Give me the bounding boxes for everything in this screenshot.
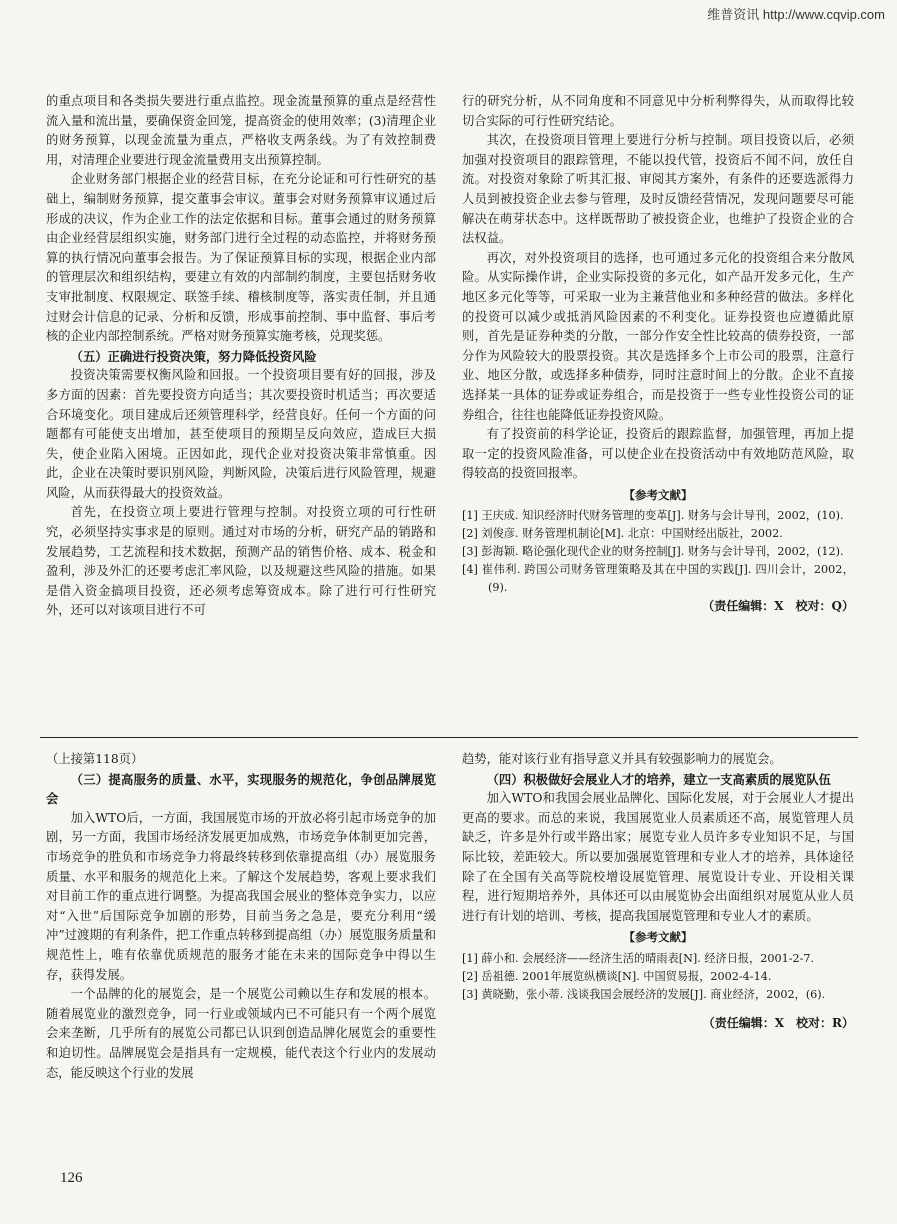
editor-note: （责任编辑：X 校对：R）	[702, 1015, 854, 1030]
paragraph: 行的研究分析，从不同角度和不同意见中分析利弊得失，从而取得比较切合实际的可行性研究结论。	[462, 94, 854, 128]
column-bottom-right	[462, 750, 854, 1034]
paragraph: 加入WTO后，一方面，我国展览市场的开放必将引起市场竞争的加剧，另一方面，我国市场经济发展更加成熟，市场竞争体制更加完善，市场竞争的胜负和市场竞争力将最终转移到依靠提高组（办）展览服务质量、水平和服务的规范化上来。了解这个发展趋势，客观上要求我们对目前工作的重点进行调整。为提高我国会展业的整体竞争实力，以应对“入世”后国际竞争加剧的形势，目前当务之急是，要充分利用“缓冲”过渡期的有利条件，把工作重点转移到提高组（办）展览服务质量和规范性上，唯有依靠优质规范的服务才能在未来的国际竞争中得以生存，获得发展。	[46, 810, 436, 982]
section-heading: （四）积极做好会展业人才的培养，建立一支高素质的展览队伍	[486, 771, 831, 787]
page-number: 126	[60, 1170, 83, 1186]
references-list	[462, 507, 854, 597]
reference-item: [3] 彭海颖. 略论强化现代企业的财务控制[J]. 财务与会计导刊，2002，(12).	[462, 545, 844, 559]
section-divider	[40, 737, 858, 738]
reference-item: [4] 崔伟利. 跨国公司财务管理策略及其在中国的实践[J]. 四川会计，2002，(9).	[462, 563, 854, 595]
reference-item: [1] 王庆成. 知识经济时代财务管理的变革[J]. 财务与会计导刊，2002，(10).	[462, 509, 844, 523]
paragraph: 加入WTO和我国会展业品牌化、国际化发展，对于会展业人才提出更高的要求。而总的来说，我国展览业人员素质还不高，展览管理人员缺乏，许多是外行或半路出家；展览专业人员许多专业知识不足，与国际比较，差距较大。所以要加强展览管理和专业人才的培养，具体途径除了在全国有关高等院校增设展览管理、展览设计专业、开设相关课程，进行短期培养外，具体还可以由展览协会出面组织对展览从业人员进行有计划的培训、考核，提高我国展览管理和专业人才的素质。	[462, 791, 854, 923]
column-top-left	[46, 92, 436, 621]
column-top-right	[462, 92, 854, 617]
watermark: 维普资讯 http://www.cqvip.com	[707, 7, 885, 22]
column-bottom-left	[46, 750, 436, 1083]
references-list	[462, 950, 854, 1004]
reference-item: [3] 黄晓勤，张小蒂. 浅谈我国会展经济的发展[J]. 商业经济，2002，(6).	[462, 987, 826, 1001]
paragraph: 其次，在投资项目管理上要进行分析与控制。项目投资以后，必须加强对投资项目的跟踪管理，不能以投代管，投资后不闻不问，放任自流。对投资对象除了听其汇报、审阅其方案外，有条件的还要选派得力人员到被投资企业去参与管理，及时反馈经营情况，发现问题要尽可能解决在萌芽状态中。这样既帮助了被投资企业，也维护了投资企业的合法权益。	[462, 133, 854, 246]
section-heading: （五）正确进行投资决策，努力降低投资风险	[70, 348, 317, 364]
paragraph: （上接第118页）	[46, 752, 144, 766]
reference-item: [1] 薛小和. 会展经济——经济生活的晴雨表[N]. 经济日报，2001-2-7.	[462, 951, 815, 965]
paragraph: 有了投资前的科学论证，投资后的跟踪监督，加强管理，再加上提取一定的投资风险准备，可以使企业在投资活动中有效地防范风险，取得较高的投资回报率。	[462, 427, 854, 481]
paragraph: 一个品牌的化的展览会，是一个展览公司赖以生存和发展的根本。随着展览业的激烈竞争，同一行业或领域内已不可能只有一个两个展览会来垄断，几乎所有的展览公司都已认识到创造品牌化展览会的重要性和迫切性。品牌展览会是指具有一定规模，能代表这个行业内的发展动态，能反映这个行业的发展	[46, 987, 436, 1080]
reference-item: [2] 岳祖德. 2001年展览纵横谈[N]. 中国贸易报，2002-4-14.	[462, 969, 772, 983]
paragraph: 再次，对外投资项目的选择，也可通过多元化的投资组合来分散风险。从实际操作讲，企业实际投资的多元化，如产品开发多元化，生产地区多元化等等，可采取一业为主兼营他业和多种经营的做法。多样化的投资可以减少或抵消风险因素的不利变化。证券投资也应遵循此原则，首先是证券种类的分散，一部分作安全性比较高的债券投资，一部分作为风险较大的股票投资。其次是选择多个上市公司的股票，注意行业、地区分散，或选择多种债券，同时注意时间上的分散。企业不直接选择某一具体的证券或证券组合，而是投资于一些专业性投资公司的证券组合，往往也能降低证券投资风险。	[462, 250, 854, 422]
references-label: 【参考文献】	[623, 930, 693, 945]
reference-item: [2] 刘俊彦. 财务管理机制论[M]. 北京：中国财经出版社，2002.	[462, 527, 783, 541]
paragraph: 趋势，能对该行业有指导意义并具有较强影响力的展览会。	[462, 752, 782, 766]
editor-note: （责任编辑：X 校对：Q）	[702, 599, 854, 614]
section-heading: （三）提高服务的质量、水平，实现服务的规范化，争创品牌展览会	[46, 771, 436, 807]
paragraph: 企业财务部门根据企业的经营目标，在充分论证和可行性研究的基础上，编制财务预算，提交董事会审议。董事会对财务预算审议通过后形成的决议，作为企业工作的法定依据和目标。董事会通过的财务预算由企业经营层组织实施，财务部门进行全过程的动态监控，并将财务预算的执行情况向董事会报告。为了保证预算目标的实现，根据企业内部的管理层次和组织结构，要建立有效的内部制约制度，主要包括财务收支审批制度、权限规定、联签手续、稽核制度等，落实责任制，并且通过财会计信息的记录、分析和反馈，形成事前控制、事中监督、事后考核的企业内部控制系统。严格对财务预算实施考核，兑现奖惩。	[46, 172, 436, 344]
references-label: 【参考文献】	[623, 487, 693, 502]
paragraph: 的重点项目和各类损失要进行重点监控。现金流量预算的重点是经营性流入量和流出量，要确保资金回笼，提高资金的使用效率；(3)清理企业的财务预算，以现金流量为重点，严格收支两条线。为了有效控制费用，对清理企业要进行现金流量费用支出预算控制。	[46, 94, 436, 167]
paragraph: 首先，在投资立项上要进行管理与控制。对投资立项的可行性研究，必须坚持实事求是的原则。通过对市场的分析，研究产品的销路和发展趋势，工艺流程和技术数据，预测产品的销售价格、成本、税金和盈利，涉及外汇的还要考虑汇率风险，以及规避这些风险的措施。如果是借入资金搞项目投资，还必须考虑筹资成本。除了进行可行性研究外，还可以对该项目进行不可	[46, 505, 436, 618]
paragraph: 投资决策需要权衡风险和回报。一个投资项目要有好的回报，涉及多方面的因素：首先要投资方向适当；其次要投资时机适当；再次要适合环境变化。项目建成后还须管理科学，经营良好。任何一个方面的问题都有可能使支出增加，甚至使项目的预期呈反向效应，造成巨大损失，使企业陷入困境。正因如此，现代企业对投资决策非常慎重。因此，企业在决策时要识别风险，判断风险，决策后进行风险管理，规避风险，从而获得最大的投资效益。	[46, 368, 436, 500]
